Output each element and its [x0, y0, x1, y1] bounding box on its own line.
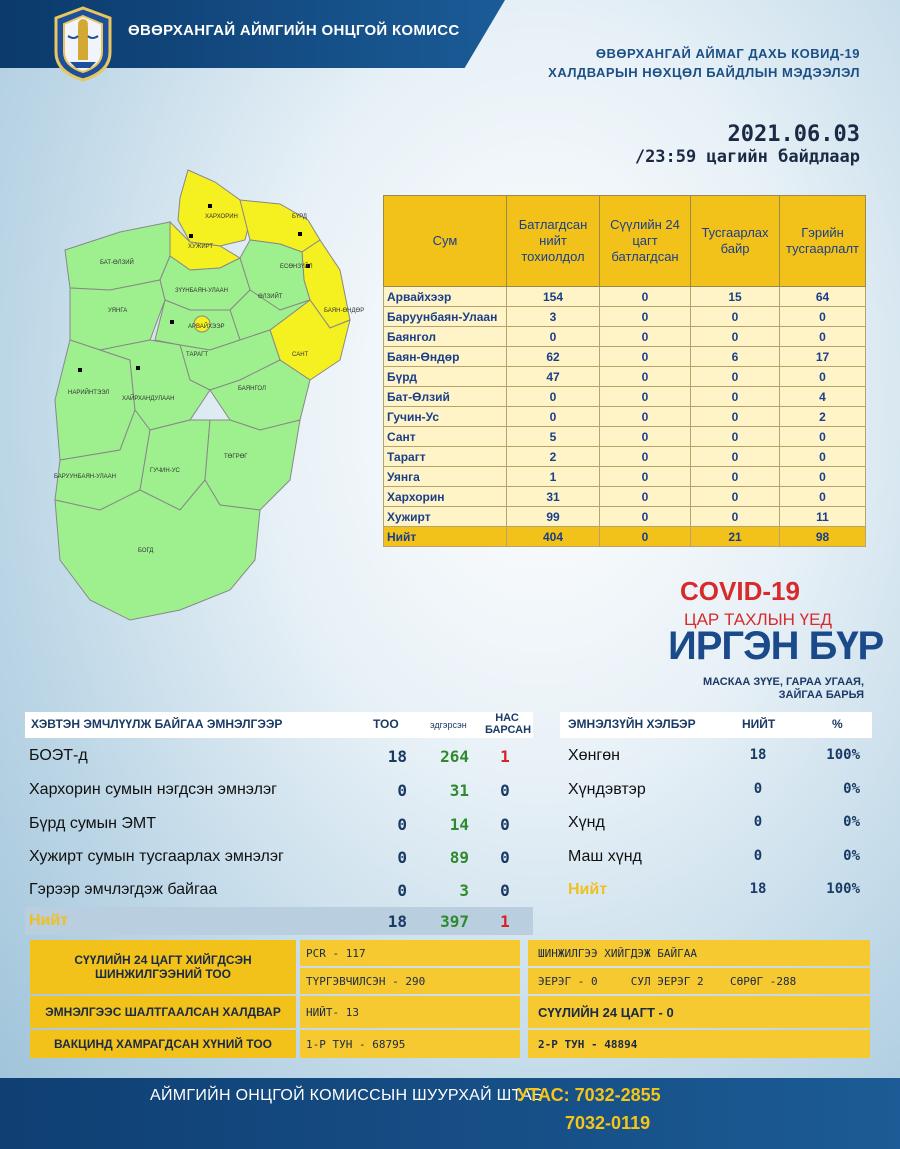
hospital-row-died: 0: [500, 781, 510, 800]
hospital-row-died: 0: [500, 815, 510, 834]
sum-value-cell: 0: [600, 507, 691, 527]
sum-value-cell: 0: [600, 307, 691, 327]
sum-name-cell: Хужирт: [384, 507, 507, 527]
sum-total-row: [384, 527, 866, 547]
severity-row-label: Хүндэвтэр: [568, 781, 646, 798]
list-item: [560, 776, 872, 804]
list-item: [25, 810, 533, 838]
col-sum: Сум: [384, 196, 507, 287]
promo-line3: МАСКАА ЗҮҮЕ, ГАРАА УГААЯ, ЗАЙГАА БАРЬЯ: [702, 676, 864, 701]
hospital-total-row: [25, 907, 533, 935]
list-item: [560, 843, 872, 871]
header-title: ӨВӨРХАНГАЙ АЙМГИЙН ОНЦГОЙ КОМИСС: [128, 22, 460, 39]
sum-name-cell: Сант: [384, 427, 507, 447]
sum-value-cell: 0: [600, 367, 691, 387]
severity-row-pct: 0%: [843, 848, 860, 864]
map-label-zuunbayan: ЗҮҮНБАЯН-УЛААН: [175, 288, 228, 294]
list-item: [560, 742, 872, 770]
sum-value-cell: 0: [691, 507, 780, 527]
sum-value-cell: 21: [691, 527, 780, 547]
table-row: [384, 507, 866, 527]
sum-value-cell: 31: [507, 487, 600, 507]
sum-value-cell: 0: [691, 387, 780, 407]
promo-line2: ИРГЭН БҮР: [668, 624, 884, 668]
sum-value-cell: 0: [691, 367, 780, 387]
sum-value-cell: 0: [780, 327, 866, 347]
discharged-value: НИЙТ- 13: [300, 996, 520, 1028]
table-row: [384, 387, 866, 407]
sum-value-cell: 17: [780, 347, 866, 367]
sum-value-cell: 0: [600, 487, 691, 507]
region-kharkhorin: [178, 170, 250, 246]
hospital-row-died: 0: [500, 881, 510, 900]
sum-value-cell: 2: [780, 407, 866, 427]
list-item: [25, 742, 533, 770]
map-label-burd: БҮРД: [292, 214, 307, 220]
hospital-header: [25, 712, 533, 738]
hospital-row-recovered: 264: [440, 747, 469, 766]
hospital-header-label: ХЭВТЭН ЭМЧЛҮҮЛЖ БАЙГАА ЭМНЭЛГЭЭР: [31, 717, 283, 731]
table-row: [384, 367, 866, 387]
hospital-row-died: 1: [500, 912, 510, 931]
region-tugrug: [205, 420, 300, 510]
sum-value-cell: 99: [507, 507, 600, 527]
hospital-row-label: БОЭТ-д: [29, 747, 88, 764]
report-date: [635, 122, 860, 167]
sum-table-header: [384, 196, 866, 287]
table-row: [384, 327, 866, 347]
sum-value-cell: 0: [691, 447, 780, 467]
last24-label: СҮҮЛИЙН 24 ЦАГТ - 0: [528, 996, 870, 1028]
table-row: [384, 427, 866, 447]
sum-name-cell: Уянга: [384, 467, 507, 487]
hospital-row-count: 0: [397, 881, 407, 900]
sum-value-cell: 11: [780, 507, 866, 527]
map-label-bayangol: БАЯНГОЛ: [238, 386, 266, 392]
hospital-row-label: Хужирт сумын тусгаарлах эмнэлэг: [29, 848, 284, 865]
hospital-row-died: 1: [500, 747, 510, 766]
hospital-row-label: Бүрд сумын ЭМТ: [29, 815, 157, 832]
province-map: [40, 160, 380, 640]
sum-value-cell: 0: [691, 427, 780, 447]
map-label-guchin-us: ГУЧИН-УС: [150, 468, 180, 474]
severity-col-pct: %: [832, 717, 843, 731]
sum-value-cell: 154: [507, 287, 600, 307]
hospital-row-count: 0: [397, 815, 407, 834]
table-row: [384, 447, 866, 467]
sum-value-cell: 0: [780, 307, 866, 327]
footer-phone-1: УТАС: 7032-2855: [517, 1085, 661, 1105]
sum-value-cell: 0: [780, 447, 866, 467]
dose1-value: 1-Р ТУН - 68795: [300, 1030, 520, 1058]
hospital-row-count: 0: [397, 781, 407, 800]
severity-row-total: 0: [753, 814, 763, 830]
sum-value-cell: 3: [507, 307, 600, 327]
promo-line1: ЦАР ТАХЛЫН ҮЕД: [684, 610, 832, 629]
map-label-baruunbayan: БАРУУНБАЯН-УЛААН: [54, 474, 116, 480]
col-last24: Сүүлийн 24 цагт батлагдсан: [600, 196, 691, 287]
sum-value-cell: 15: [691, 287, 780, 307]
sum-value-cell: 2: [507, 447, 600, 467]
sum-value-cell: 0: [600, 447, 691, 467]
sum-value-cell: 0: [691, 407, 780, 427]
footer-phone-2: 7032-0119: [565, 1113, 651, 1133]
sum-value-cell: 0: [780, 427, 866, 447]
severity-row-label: Маш хүнд: [568, 848, 642, 865]
subtitle-line-1: ӨВӨРХАНГАЙ АЙМАГ ДАХЬ КОВИД-19: [595, 46, 860, 61]
severity-row-total: 0: [753, 781, 763, 797]
hospital-col-count: ТОО: [373, 717, 399, 731]
sum-value-cell: 0: [780, 487, 866, 507]
list-item: [25, 876, 533, 904]
sum-value-cell: 5: [507, 427, 600, 447]
sum-value-cell: 0: [600, 347, 691, 367]
severity-header-label: ЭМНЭЛЗҮЙН ХЭЛБЭР: [568, 717, 696, 731]
list-item: [560, 809, 872, 837]
severity-row-pct: 0%: [843, 814, 860, 830]
map-label-tugrug: ТӨГРӨГ: [224, 454, 248, 460]
map-label-bat-olzii: БАТ-ӨЛЗИЙ: [100, 260, 134, 266]
footer-text: АЙМГИЙН ОНЦГОЙ КОМИССЫН ШУУРХАЙ ШТАБ: [150, 1087, 543, 1104]
sum-value-cell: 0: [780, 467, 866, 487]
sum-value-cell: 62: [507, 347, 600, 367]
map-label-nariinteel: НАРИЙНТЭЭЛ: [68, 390, 110, 396]
hospital-row-recovered: 89: [449, 848, 469, 867]
map-label-uyanga: УЯНГА: [108, 308, 128, 314]
subtitle-line-2: ХАЛДВАРЫН НӨХЦӨЛ БАЙДЛЫН МЭДЭЭЛЭЛ: [548, 65, 860, 80]
sum-value-cell: 0: [600, 467, 691, 487]
table-row: [384, 407, 866, 427]
sum-name-cell: Бүрд: [384, 367, 507, 387]
hospital-row-died: 0: [500, 848, 510, 867]
header-subtitle: [440, 44, 860, 82]
sum-value-cell: 47: [507, 367, 600, 387]
hospital-row-recovered: 14: [449, 815, 469, 834]
sum-value-cell: 0: [691, 307, 780, 327]
col-confirmed: Батлагдсан нийт тохиолдол: [507, 196, 600, 287]
map-label-taragt: ТАРАГТ: [186, 352, 208, 358]
in-progress-label: ШИНЖИЛГЭЭ ХИЙГДЭЖ БАЙГАА: [528, 940, 870, 966]
covid-text: COVID-19: [680, 576, 800, 606]
hospital-row-recovered: 3: [459, 881, 469, 900]
severity-row-total: 18: [749, 881, 767, 897]
map-label-olziit: ӨЛЗИЙТ: [258, 294, 283, 300]
map-label-bayan-ondor: БАЯН-ӨНДӨР: [324, 308, 365, 314]
sum-name-cell: Гучин-Ус: [384, 407, 507, 427]
table-row: [384, 287, 866, 307]
covid-title: [680, 576, 800, 607]
sum-name-cell: Баянгол: [384, 327, 507, 347]
dose2-value: 2-Р ТУН - 48894: [528, 1030, 870, 1058]
sum-value-cell: 4: [780, 387, 866, 407]
region-bat-olzii: [65, 222, 170, 290]
sum-name-cell: Баруунбаян-Улаан: [384, 307, 507, 327]
date-value: 2021.06.03: [727, 122, 860, 147]
severity-total-row: [560, 876, 872, 904]
severity-col-total: НИЙТ: [742, 717, 776, 731]
severity-row-label: Нийт: [568, 881, 608, 898]
sum-value-cell: 0: [780, 367, 866, 387]
sum-value-cell: 0: [507, 387, 600, 407]
time-note: /23:59 цагийн байдлаар: [634, 147, 860, 167]
hospital-row-label: Хархорин сумын нэгдсэн эмнэлэг: [29, 781, 277, 798]
map-label-esonzuil: ЕСӨНЗҮЙЛ: [280, 264, 313, 270]
discharged-label: ЭМНЭЛГЭЭС ШАЛТГААЛСАН ХАЛДВАР: [30, 996, 296, 1028]
severity-row-total: 0: [753, 848, 763, 864]
sum-value-cell: 0: [691, 487, 780, 507]
sum-name-cell: Хархорин: [384, 487, 507, 507]
in-progress-values: ЭЕРЭГ - 0 СУЛ ЭЕРЭГ 2 СӨРӨГ -288: [528, 968, 870, 994]
map-label-sant: САНТ: [292, 352, 309, 358]
list-item: [25, 843, 533, 871]
sum-value-cell: 1: [507, 467, 600, 487]
rapid-value: ТҮРГЭВЧИЛСЭН - 290: [300, 968, 520, 994]
table-row: [384, 347, 866, 367]
sum-value-cell: 0: [600, 327, 691, 347]
sum-value-cell: 0: [507, 407, 600, 427]
sum-value-cell: 0: [600, 287, 691, 307]
sum-value-cell: 404: [507, 527, 600, 547]
hospital-row-label: Гэрээр эмчлэгдэж байгаа: [29, 881, 218, 898]
col-isolation: Тусгаарлах байр: [691, 196, 780, 287]
sum-table: [383, 195, 866, 547]
severity-row-label: Хөнгөн: [568, 747, 620, 764]
hospital-row-count: 18: [387, 912, 407, 931]
severity-header: [560, 712, 872, 738]
map-label-kharkhorin: ХАРХОРИН: [205, 214, 238, 220]
sum-value-cell: 64: [780, 287, 866, 307]
col-home: Гэрийн тусгаарлалт: [780, 196, 866, 287]
sum-value-cell: 98: [780, 527, 866, 547]
severity-row-pct: 0%: [843, 781, 860, 797]
map-label-arvaikheer: АРВАЙХЭЭР: [188, 324, 225, 330]
sum-value-cell: 0: [600, 387, 691, 407]
sum-name-cell: Баян-Өндөр: [384, 347, 507, 367]
map-label-bogd: БОГД: [138, 548, 154, 554]
sum-name-cell: Тарагт: [384, 447, 507, 467]
emblem-logo: [50, 6, 116, 82]
severity-row-total: 18: [749, 747, 767, 763]
hospital-row-count: 18: [387, 747, 407, 766]
hospital-row-recovered: 31: [449, 781, 469, 800]
list-item: [25, 776, 533, 804]
severity-row-pct: 100%: [826, 881, 860, 897]
sum-name-cell: Нийт: [384, 527, 507, 547]
sum-value-cell: 0: [600, 427, 691, 447]
map-label-khujirt: ХУЖИРТ: [188, 244, 214, 250]
vaccine-label: ВАКЦИНД ХАМРАГДСАН ХҮНИЙ ТОО: [30, 1030, 296, 1058]
severity-row-pct: 100%: [826, 747, 860, 763]
table-row: [384, 487, 866, 507]
hospital-row-recovered: 397: [440, 912, 469, 931]
map-label-khairkhandulaan: ХАЙРХАНДУЛААН: [122, 396, 175, 402]
sum-value-cell: 0: [600, 527, 691, 547]
sum-value-cell: 0: [691, 327, 780, 347]
sum-value-cell: 0: [691, 467, 780, 487]
hospital-row-count: 0: [397, 848, 407, 867]
table-row: [384, 467, 866, 487]
sum-value-cell: 6: [691, 347, 780, 367]
pcr-value: PCR - 117: [300, 940, 520, 966]
hospital-col-died: НАС БАРСАН: [485, 712, 532, 736]
severity-row-label: Хүнд: [568, 814, 605, 831]
hospital-col-recovered: эдгэрсэн: [430, 720, 467, 730]
sum-value-cell: 0: [600, 407, 691, 427]
sum-name-cell: Бат-Өлзий: [384, 387, 507, 407]
region-uyanga: [70, 280, 165, 350]
sum-value-cell: 0: [507, 327, 600, 347]
tests-label: СҮҮЛИЙН 24 ЦАГТ ХИЙГДСЭН ШИНЖИЛГЭЭНИЙ ТОО: [30, 940, 296, 994]
sum-name-cell: Арвайхээр: [384, 287, 507, 307]
table-row: [384, 307, 866, 327]
hospital-row-label: Нийт: [29, 912, 69, 929]
